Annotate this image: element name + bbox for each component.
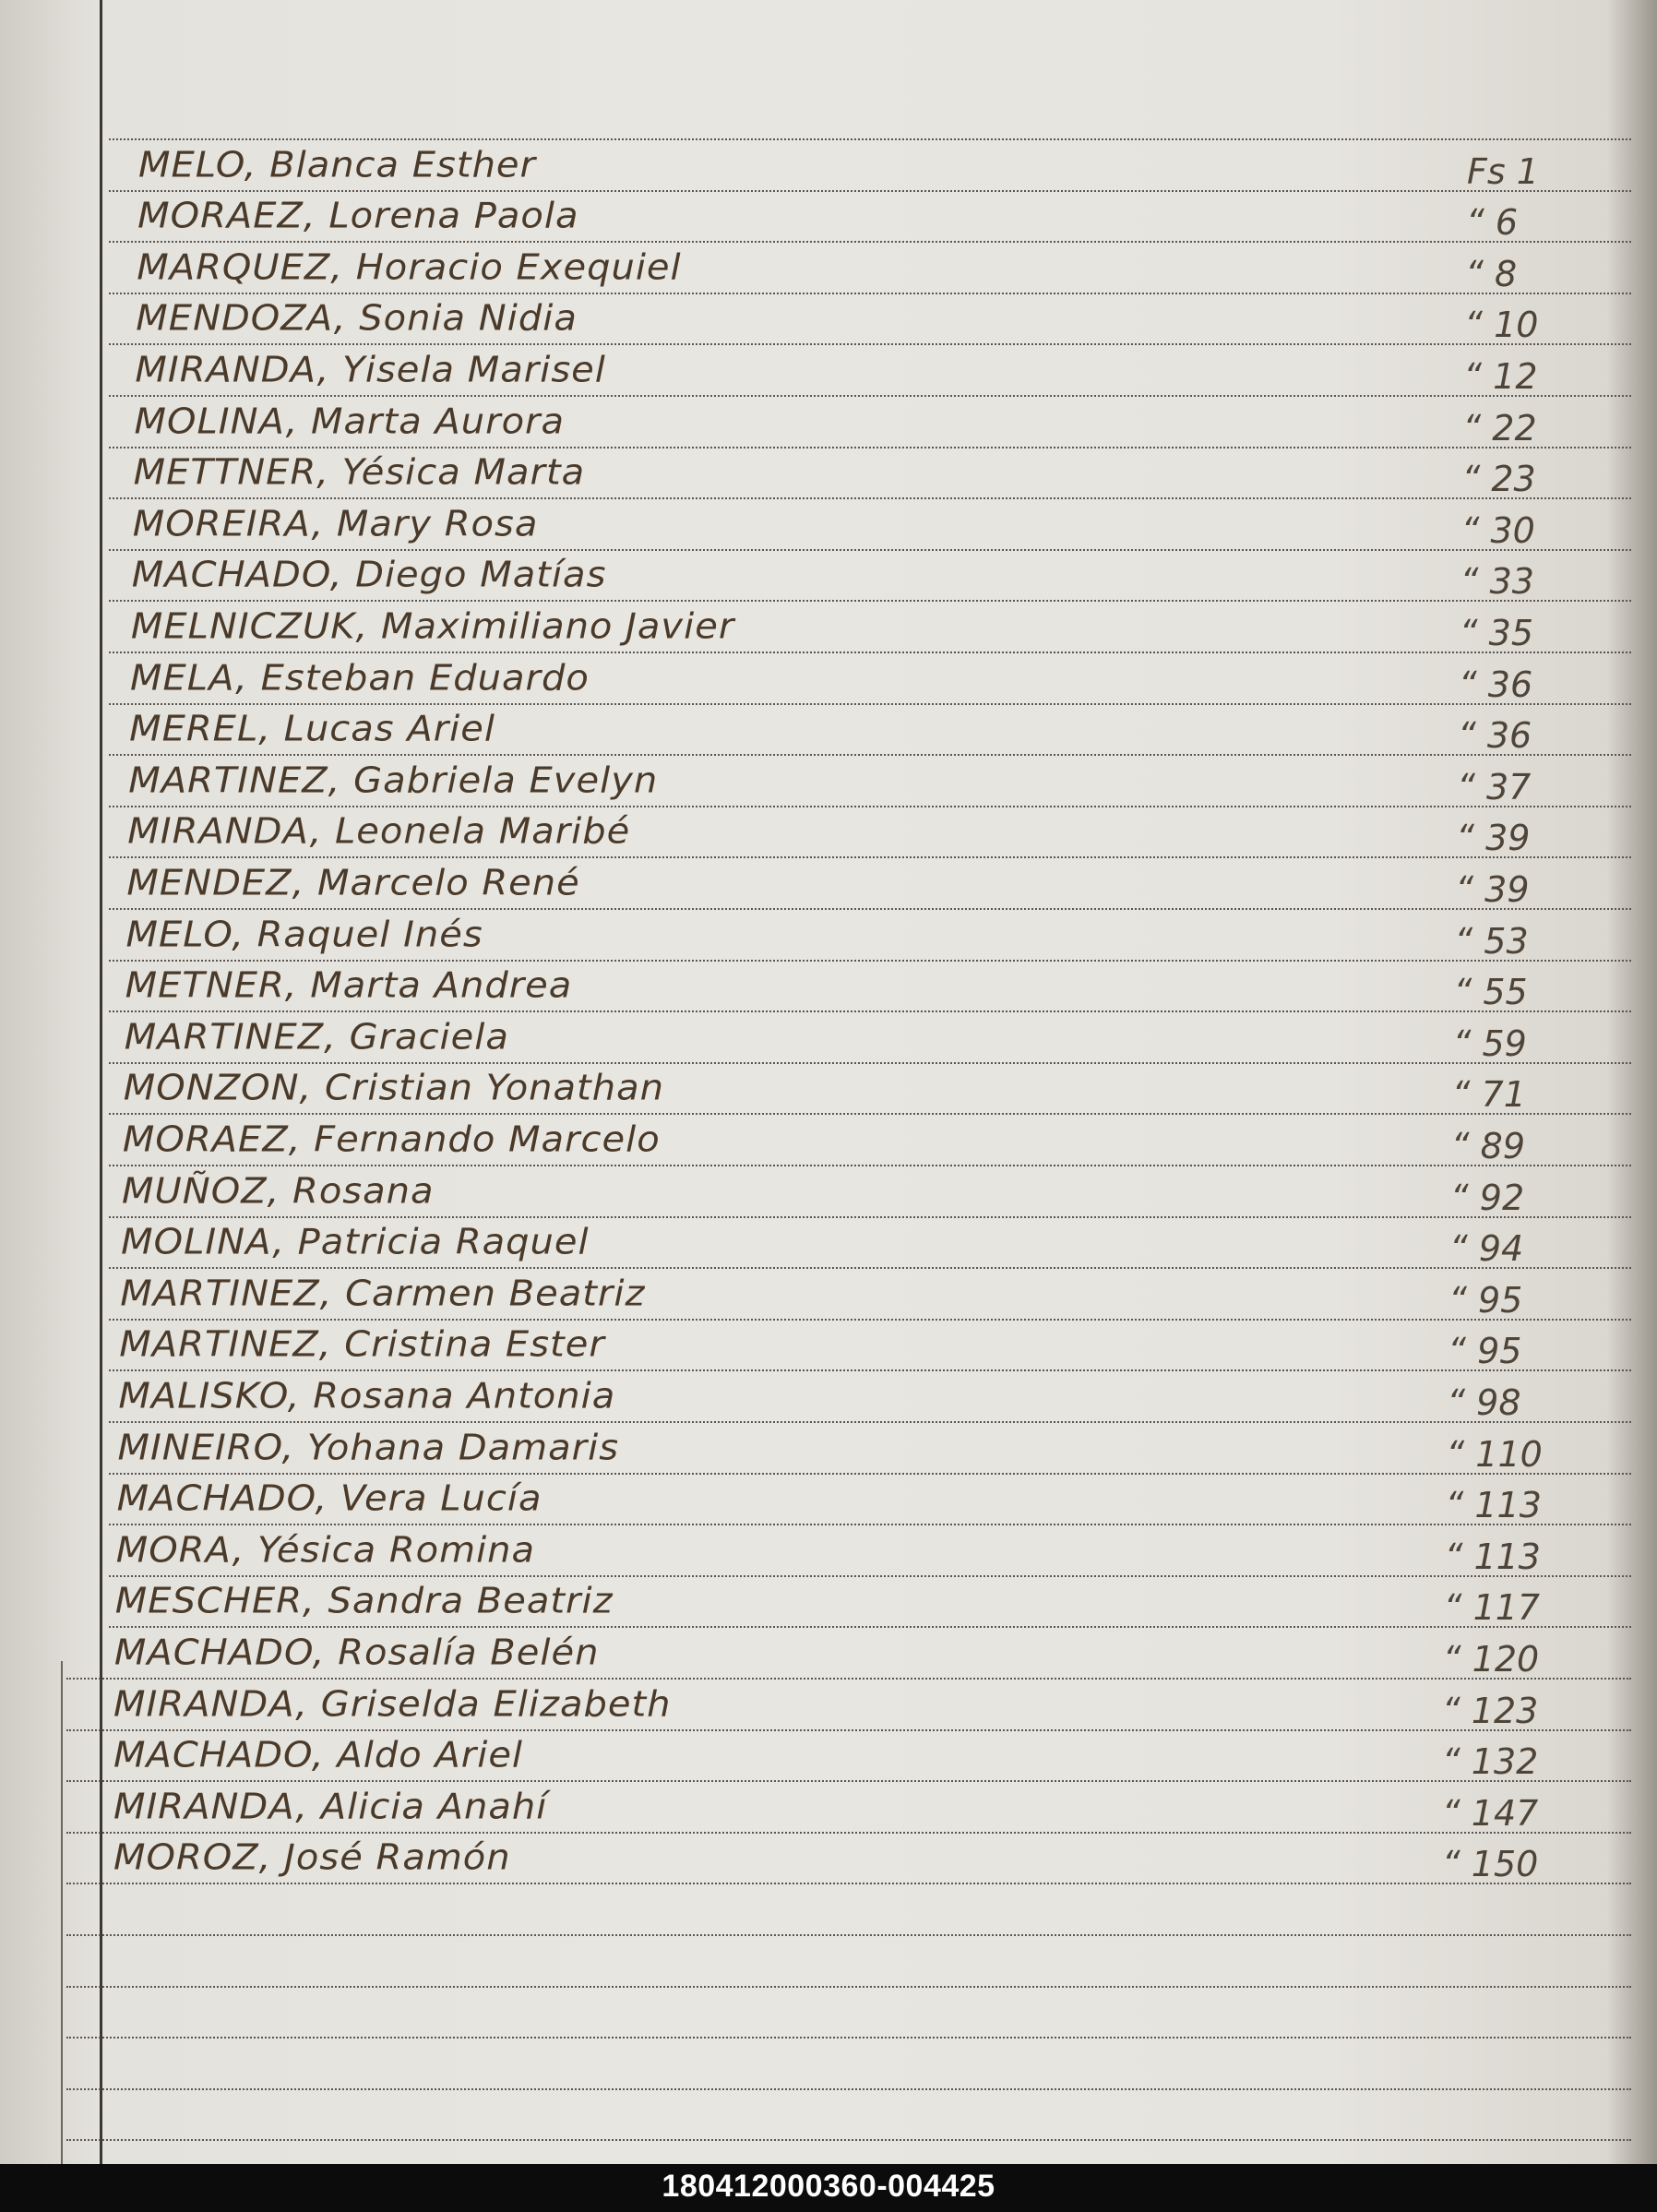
- entry-name: MIRANDA, Yisela Marisel: [135, 350, 606, 390]
- entry-name: MARTINEZ, Gabriela Evelyn: [128, 760, 659, 801]
- index-entry: [133, 497, 1609, 549]
- entry-name: MIRANDA, Griselda Elizabeth: [113, 1684, 672, 1725]
- index-entry: [132, 548, 1608, 600]
- entry-folio: “ 98: [1447, 1382, 1521, 1423]
- index-entry: [113, 1728, 1590, 1780]
- entry-folio: “ 89: [1450, 1126, 1526, 1166]
- entry-name: MARTINEZ, Graciela: [124, 1017, 509, 1058]
- document-identifier: 180412000360-004425: [662, 2169, 995, 2204]
- entry-name: METTNER, Yésica Marta: [133, 452, 586, 493]
- ruled-line: [66, 1986, 1631, 1988]
- margin-rule: [100, 0, 102, 2164]
- entry-name: MARTINEZ, Cristina Ester: [119, 1324, 605, 1365]
- entry-folio: “ 39: [1455, 869, 1530, 910]
- entry-name: MELNICZUK, Maximiliano Javier: [130, 606, 735, 647]
- entry-folio: “ 132: [1442, 1741, 1539, 1782]
- index-entry: [122, 1165, 1598, 1216]
- entry-name: MUÑOZ, Rosana: [122, 1171, 435, 1212]
- index-entry: [118, 1421, 1594, 1473]
- index-entry: [118, 1369, 1594, 1421]
- entry-folio: “ 30: [1460, 510, 1535, 551]
- entry-name: MENDOZA, Sonia Nidia: [136, 298, 578, 339]
- index-entry: [125, 1010, 1601, 1062]
- entry-folio: “ 36: [1458, 715, 1532, 756]
- entry-name: MIRANDA, Alicia Anahí: [113, 1787, 548, 1827]
- index-entry: [135, 343, 1611, 395]
- entry-folio: “ 12: [1463, 356, 1538, 397]
- entry-name: MINEIRO, Yohana Damaris: [117, 1428, 620, 1468]
- entry-folio: “ 71: [1451, 1074, 1526, 1115]
- index-entry: [127, 805, 1603, 856]
- index-entry: [136, 292, 1612, 343]
- ruled-line: [66, 1883, 1631, 1884]
- entry-name: MACHADO, Vera Lucía: [116, 1478, 542, 1519]
- entry-folio: “ 55: [1453, 972, 1528, 1012]
- entry-name: MOLINA, Patricia Raquel: [121, 1222, 590, 1262]
- index-entry: [126, 856, 1603, 908]
- index-entry: [134, 446, 1610, 497]
- entry-name: METNER, Marta Andrea: [125, 965, 573, 1006]
- index-entry: [114, 1626, 1591, 1678]
- entry-folio: “ 33: [1460, 561, 1534, 602]
- index-entry: [131, 600, 1607, 652]
- entry-folio: “ 6: [1466, 202, 1519, 243]
- index-entry: [126, 908, 1603, 960]
- entry-name: MACHADO, Diego Matías: [131, 555, 607, 595]
- entry-folio: “ 120: [1442, 1639, 1540, 1680]
- entry-folio: “ 59: [1452, 1023, 1527, 1064]
- ruled-line: [66, 2139, 1631, 2141]
- entry-folio: “ 35: [1459, 613, 1534, 653]
- index-entry: [137, 241, 1613, 293]
- entry-folio: “ 53: [1454, 921, 1529, 962]
- entry-folio: “ 22: [1462, 408, 1537, 448]
- entry-name: MOROZ, José Ramón: [113, 1837, 511, 1878]
- index-entry: [119, 1318, 1595, 1369]
- index-entry: [113, 1780, 1590, 1832]
- entry-name: MARTINEZ, Carmen Beatriz: [120, 1273, 646, 1314]
- index-entry: [115, 1574, 1591, 1626]
- entry-folio: “ 39: [1456, 818, 1531, 858]
- entry-folio: “ 23: [1461, 459, 1536, 499]
- index-entry: [116, 1524, 1592, 1575]
- entry-name: MORAEZ, Fernando Marcelo: [122, 1119, 661, 1160]
- entry-name: MALISKO, Rosana Antonia: [118, 1376, 616, 1417]
- entry-name: MOLINA, Marta Aurora: [134, 401, 566, 442]
- index-entry: [120, 1267, 1596, 1319]
- index-entry: [121, 1215, 1597, 1267]
- entry-name: MOREIRA, Mary Rosa: [132, 504, 539, 544]
- ruled-line: [66, 1934, 1631, 1936]
- entry-folio: “ 95: [1448, 1280, 1523, 1321]
- entry-folio: “ 94: [1449, 1228, 1524, 1269]
- entry-folio: “ 10: [1464, 305, 1539, 345]
- index-entry: [129, 702, 1605, 754]
- index-entry: [125, 959, 1602, 1010]
- index-entry: [138, 138, 1615, 190]
- index-entry: [137, 189, 1614, 241]
- entry-name: MEREL, Lucas Ariel: [129, 709, 495, 749]
- entry-folio: Fs 1: [1467, 151, 1539, 192]
- entry-folio: “ 117: [1443, 1587, 1541, 1628]
- entry-name: MACHADO, Rosalía Belén: [113, 1632, 600, 1673]
- entry-folio: “ 92: [1450, 1178, 1525, 1218]
- entry-folio: “ 95: [1448, 1331, 1522, 1371]
- entry-name: MELO, Blanca Esther: [138, 145, 536, 185]
- index-entry: [117, 1472, 1593, 1524]
- entry-name: MENDEZ, Marcelo René: [126, 863, 580, 903]
- entry-name: MARQUEZ, Horacio Exequiel: [137, 247, 682, 288]
- entry-name: MIRANDA, Leonela Maribé: [127, 811, 631, 852]
- entry-folio: “ 113: [1444, 1536, 1541, 1577]
- entry-folio: “ 123: [1442, 1691, 1539, 1731]
- entry-folio: “ 110: [1446, 1434, 1543, 1475]
- entry-name: MELO, Raquel Inés: [125, 915, 483, 955]
- entry-folio: “ 37: [1457, 767, 1532, 807]
- ruled-line: [66, 2088, 1631, 2090]
- index-entry: [128, 754, 1604, 806]
- ruled-line: [66, 2037, 1631, 2039]
- entry-name: MELA, Esteban Eduardo: [130, 658, 590, 699]
- entry-name: MONZON, Cristian Yonathan: [123, 1068, 664, 1108]
- index-entry: [113, 1678, 1590, 1729]
- index-entry: [124, 1061, 1600, 1113]
- entry-name: MORA, Yésica Romina: [115, 1530, 536, 1571]
- page-left-edge: [0, 0, 61, 2164]
- entry-folio: “ 147: [1442, 1793, 1539, 1834]
- entry-folio: “ 36: [1459, 664, 1533, 705]
- index-entry: [123, 1113, 1599, 1165]
- index-entry: [130, 652, 1606, 703]
- index-entry: [113, 1831, 1590, 1883]
- entry-folio: “ 113: [1445, 1485, 1542, 1525]
- entry-name: MORAEZ, Lorena Paola: [137, 196, 579, 236]
- entry-folio: “ 8: [1465, 254, 1518, 294]
- entry-folio: “ 150: [1442, 1844, 1539, 1884]
- entry-name: MACHADO, Aldo Ariel: [113, 1735, 524, 1776]
- inner-margin-rule: [61, 1661, 63, 2164]
- entry-name: MESCHER, Sandra Beatriz: [114, 1581, 614, 1621]
- index-entry: [135, 395, 1611, 447]
